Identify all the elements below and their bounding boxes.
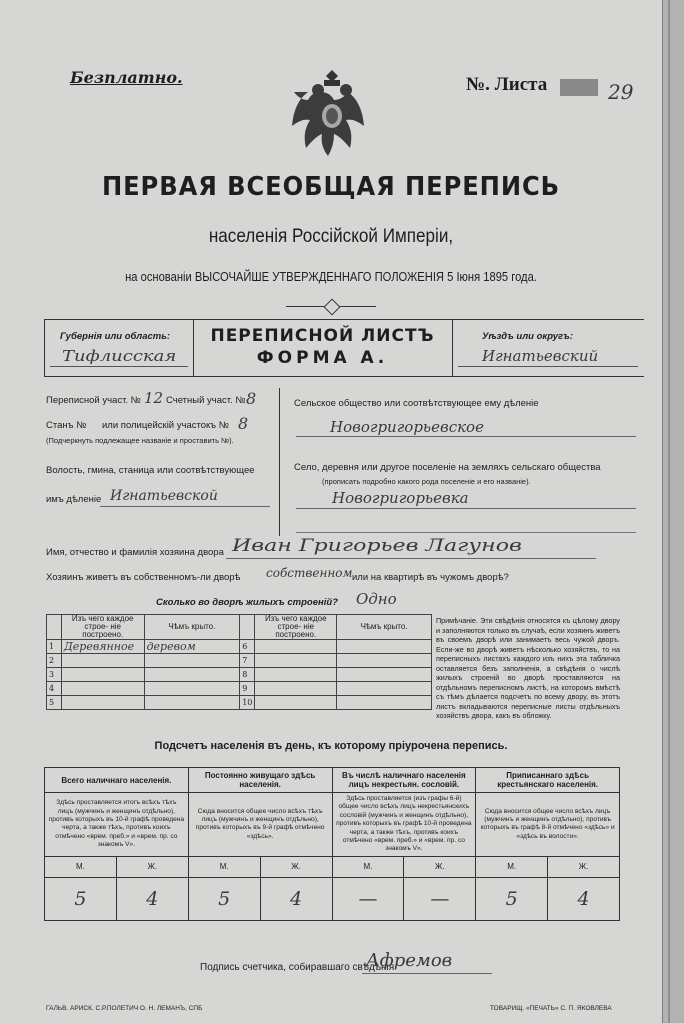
census-area-value: 12 bbox=[144, 389, 164, 407]
rule bbox=[44, 319, 644, 320]
male-label: М. bbox=[188, 856, 260, 877]
signature-label: Подпись счетчика, собиравшаго свѣдѣнія bbox=[200, 962, 395, 973]
volost-label-2: имъ дѣленіе bbox=[46, 494, 102, 505]
legal-basis: на основаніи ВЫСОЧАЙШЕ УТВЕРЖДЕННАГО ПОЛОЖЕНІЯ 5 Іюня 1895 года. bbox=[125, 269, 537, 284]
residence-label: Хозяинъ живетъ въ собственномъ-ли дворѣ bbox=[46, 572, 241, 583]
police-area-label: или полицейскій участокъ № bbox=[102, 420, 229, 431]
female-label: Ж. bbox=[260, 856, 332, 877]
building-row bbox=[47, 696, 432, 710]
village-value: Новогригорьевка bbox=[332, 489, 469, 507]
summary-column-description: Сюда вносится общее число всѣхъ тѣхъ лицъ (мужчинъ и женщинъ отдѣльно), противъ которыхъ въ 9-й графѣ отмѣчено «здѣсь». bbox=[188, 793, 332, 857]
stan-note: (Подчеркнуть подлежащее названіе и проставить №). bbox=[46, 436, 234, 445]
village-note: (прописать подробно какого рода поселеніе и его названіе). bbox=[322, 477, 531, 486]
row-number: 1 bbox=[47, 640, 62, 654]
summary-row bbox=[45, 793, 620, 857]
subtitle: населенія Россійской Имперіи, bbox=[208, 226, 454, 247]
building-material bbox=[61, 654, 144, 668]
summary-column-header: Всего наличнаго населенія. bbox=[45, 768, 189, 793]
rule bbox=[44, 376, 644, 377]
rule bbox=[296, 508, 636, 509]
village-label: Село, деревня или другое поселеніе на земляхъ сельскаго общества bbox=[294, 462, 601, 473]
building-material bbox=[61, 696, 144, 710]
rule bbox=[296, 532, 636, 533]
province-value: Тифлисская bbox=[62, 347, 177, 365]
stan-value: 8 bbox=[238, 414, 249, 433]
building-material: Деревянное bbox=[61, 640, 144, 654]
summary-row bbox=[45, 768, 620, 793]
row-number: 4 bbox=[47, 682, 62, 696]
col-roof-header: Чѣмъ крыто. bbox=[144, 615, 240, 640]
male-count: 5 bbox=[476, 877, 548, 920]
female-label: Ж. bbox=[404, 856, 476, 877]
stan-label: Станъ № bbox=[46, 420, 87, 431]
page-fold bbox=[668, 0, 670, 1023]
row-number: 9 bbox=[240, 682, 255, 696]
building-roof bbox=[144, 668, 240, 682]
form-title: ФОРМА А. bbox=[256, 348, 389, 368]
rule bbox=[279, 388, 280, 536]
census-area-label: Переписной участ. № bbox=[46, 395, 141, 406]
buildings-table bbox=[46, 614, 432, 710]
sheet-number-stamp bbox=[560, 79, 598, 96]
building-roof bbox=[337, 682, 432, 696]
male-label: М. bbox=[332, 856, 404, 877]
printer-left: ГАЛЬВ. АРИСК. С.Р.ПОЛЕТИЧ О. Н. ЛЕМАНЪ, СПБ bbox=[46, 1005, 203, 1012]
owner-name-label: Имя, отчество и фамилія хозяина двора bbox=[46, 547, 224, 558]
summary-column-description: Здѣсь проставляется итогъ всѣхъ тѣхъ лицъ (мужчинъ и женщинъ отдѣльно), противъ которыхъ въ 10-й графѣ проведена черта, а также тѣхъ, противъ коихъ отмѣчено «врем. преб.» и «врем. пр. со знакомъ V». bbox=[45, 793, 189, 857]
free-label: Безплатно. bbox=[70, 68, 183, 87]
building-roof: деревом bbox=[144, 640, 240, 654]
signature-value: Афремов bbox=[366, 950, 453, 971]
male-count: 5 bbox=[45, 877, 117, 920]
rule bbox=[362, 973, 492, 974]
district-value: Игнатьевский bbox=[482, 347, 599, 365]
male-label: М. bbox=[45, 856, 117, 877]
buildings-label: Сколько во дворѣ жилыхъ строеній? bbox=[156, 597, 338, 608]
sheet-title: ПЕРЕПИСНОЙ ЛИСТЪ bbox=[210, 326, 435, 346]
summary-column-header: Приписаннаго здѣсь крестьянскаго населенія. bbox=[476, 768, 620, 793]
female-label: Ж. bbox=[548, 856, 620, 877]
volost-value: Игнатьевской bbox=[110, 488, 218, 504]
buildings-value: Одно bbox=[356, 590, 397, 608]
residence-value: собственном bbox=[266, 566, 353, 580]
building-roof bbox=[144, 696, 240, 710]
building-roof bbox=[337, 696, 432, 710]
building-material bbox=[61, 682, 144, 696]
rule bbox=[226, 558, 596, 559]
col-material-header: Изъ чего каждое строе- ніе построено. bbox=[61, 615, 144, 640]
sheet-number-value: 29 bbox=[608, 80, 634, 104]
summary-column-header: Постоянно живущаго здѣсь населенія. bbox=[188, 768, 332, 793]
rule bbox=[50, 366, 188, 367]
rule bbox=[296, 436, 636, 437]
female-count: 4 bbox=[116, 877, 188, 920]
building-roof bbox=[337, 654, 432, 668]
row-number: 5 bbox=[47, 696, 62, 710]
building-row bbox=[47, 668, 432, 682]
printer-right: ТОВАРИЩ. «ПЕЧАТЬ» С. П. ЯКОВЛЕВА bbox=[490, 1005, 612, 1012]
province-label: Губернія или область: bbox=[60, 331, 171, 342]
building-roof bbox=[337, 668, 432, 682]
main-title: ПЕРВАЯ ВСЕОБЩАЯ ПЕРЕПИСЬ bbox=[101, 172, 561, 202]
summary-column-header: Въ числѣ наличнаго населенія лицъ некрестьян. сословій. bbox=[332, 768, 476, 793]
rule bbox=[44, 319, 45, 377]
row-number: 2 bbox=[47, 654, 62, 668]
building-material bbox=[255, 654, 337, 668]
male-count: — bbox=[332, 877, 404, 920]
building-row bbox=[47, 654, 432, 668]
building-material bbox=[255, 668, 337, 682]
summary-column-description: Сюда вносится общее число всѣхъ лицъ (мужчинъ и женщинъ отдѣльно), противъ которыхъ въ графѣ 8-й отмѣчено «здѣсь» и «здѣсь въ волости». bbox=[476, 793, 620, 857]
summary-title: Подсчетъ населенія въ день, къ которому пріурочена перепись. bbox=[154, 740, 508, 752]
building-roof bbox=[337, 640, 432, 654]
rule bbox=[452, 319, 453, 377]
female-label: Ж. bbox=[116, 856, 188, 877]
buildings-note: Примѣчаніе. Эти свѣдѣнія относятся къ цѣлому двору и заполняются только въ случаѣ, если хозяинъ живетъ въ своемъ дворѣ или занимаетъ весь чужой дворъ. Если-же во дворѣ живетъ нѣсколько хозяйствъ, то на переписныхъ листахъ каждого изъ нихъ эта табличка оставляется безъ заполненія, а свѣдѣнія о числѣ жилыхъ строеній во дворѣ проставляются на отдѣльномъ переписномъ листѣ, на которомъ вмѣстѣ съ тѣмъ дѣлается подсчетъ по всему двору, въ этотъ листъ вкладываются переписные листы отдѣльныхъ хозяйствъ двора, какъ въ обложку. bbox=[436, 616, 620, 720]
building-row bbox=[47, 682, 432, 696]
building-row bbox=[47, 640, 432, 654]
building-material bbox=[255, 640, 337, 654]
building-material bbox=[255, 696, 337, 710]
building-roof bbox=[144, 654, 240, 668]
row-number: 7 bbox=[240, 654, 255, 668]
col-material-header: Изъ чего каждое строе- ніе построено. bbox=[255, 615, 337, 640]
col-roof-header: Чѣмъ крыто. bbox=[337, 615, 432, 640]
female-count: 4 bbox=[260, 877, 332, 920]
building-material bbox=[255, 682, 337, 696]
row-number: 10 bbox=[240, 696, 255, 710]
rule bbox=[100, 506, 270, 507]
count-area-label: Счетный участ. № bbox=[166, 395, 246, 406]
female-count: — bbox=[404, 877, 476, 920]
rule bbox=[458, 366, 638, 367]
next-page-edge bbox=[662, 0, 684, 1023]
male-label: М. bbox=[476, 856, 548, 877]
row-number: 6 bbox=[240, 640, 255, 654]
population-summary-table bbox=[44, 767, 620, 921]
row-number: 8 bbox=[240, 668, 255, 682]
building-material bbox=[61, 668, 144, 682]
ornament-diamond bbox=[324, 299, 341, 316]
sheet-number-label: №. Листа bbox=[466, 74, 548, 95]
female-count: 4 bbox=[548, 877, 620, 920]
male-count: 5 bbox=[188, 877, 260, 920]
building-roof bbox=[144, 682, 240, 696]
residence-label-2: или на квартирѣ въ чужомъ дворѣ? bbox=[352, 572, 509, 583]
district-label: Уѣздъ или округъ: bbox=[482, 331, 573, 342]
society-label: Сельское общество или соотвѣтствующее ему дѣленіе bbox=[294, 398, 539, 409]
society-value: Новогригорьевское bbox=[330, 418, 484, 436]
volost-label: Волость, гмина, станица или соотвѣтствующее bbox=[46, 465, 255, 476]
summary-column-description: Здѣсь проставляется (изъ графы 6-й) общее число всѣхъ лицъ некрестьянскихъ сословій (мужчинъ и женщинъ отдѣльно), противъ которыхъ въ графѣ 10-й проведена черта, а также тѣхъ, противъ коихъ отмѣчено «врем. преб.» и «врем. пр. со знакомъ V». bbox=[332, 793, 476, 857]
summary-row bbox=[45, 856, 620, 877]
owner-name-value: Иван Григорьев Лагунов bbox=[232, 536, 522, 556]
row-number: 3 bbox=[47, 668, 62, 682]
imperial-eagle-emblem bbox=[288, 66, 376, 160]
summary-row bbox=[45, 877, 620, 920]
count-area-value: 8 bbox=[246, 389, 257, 408]
